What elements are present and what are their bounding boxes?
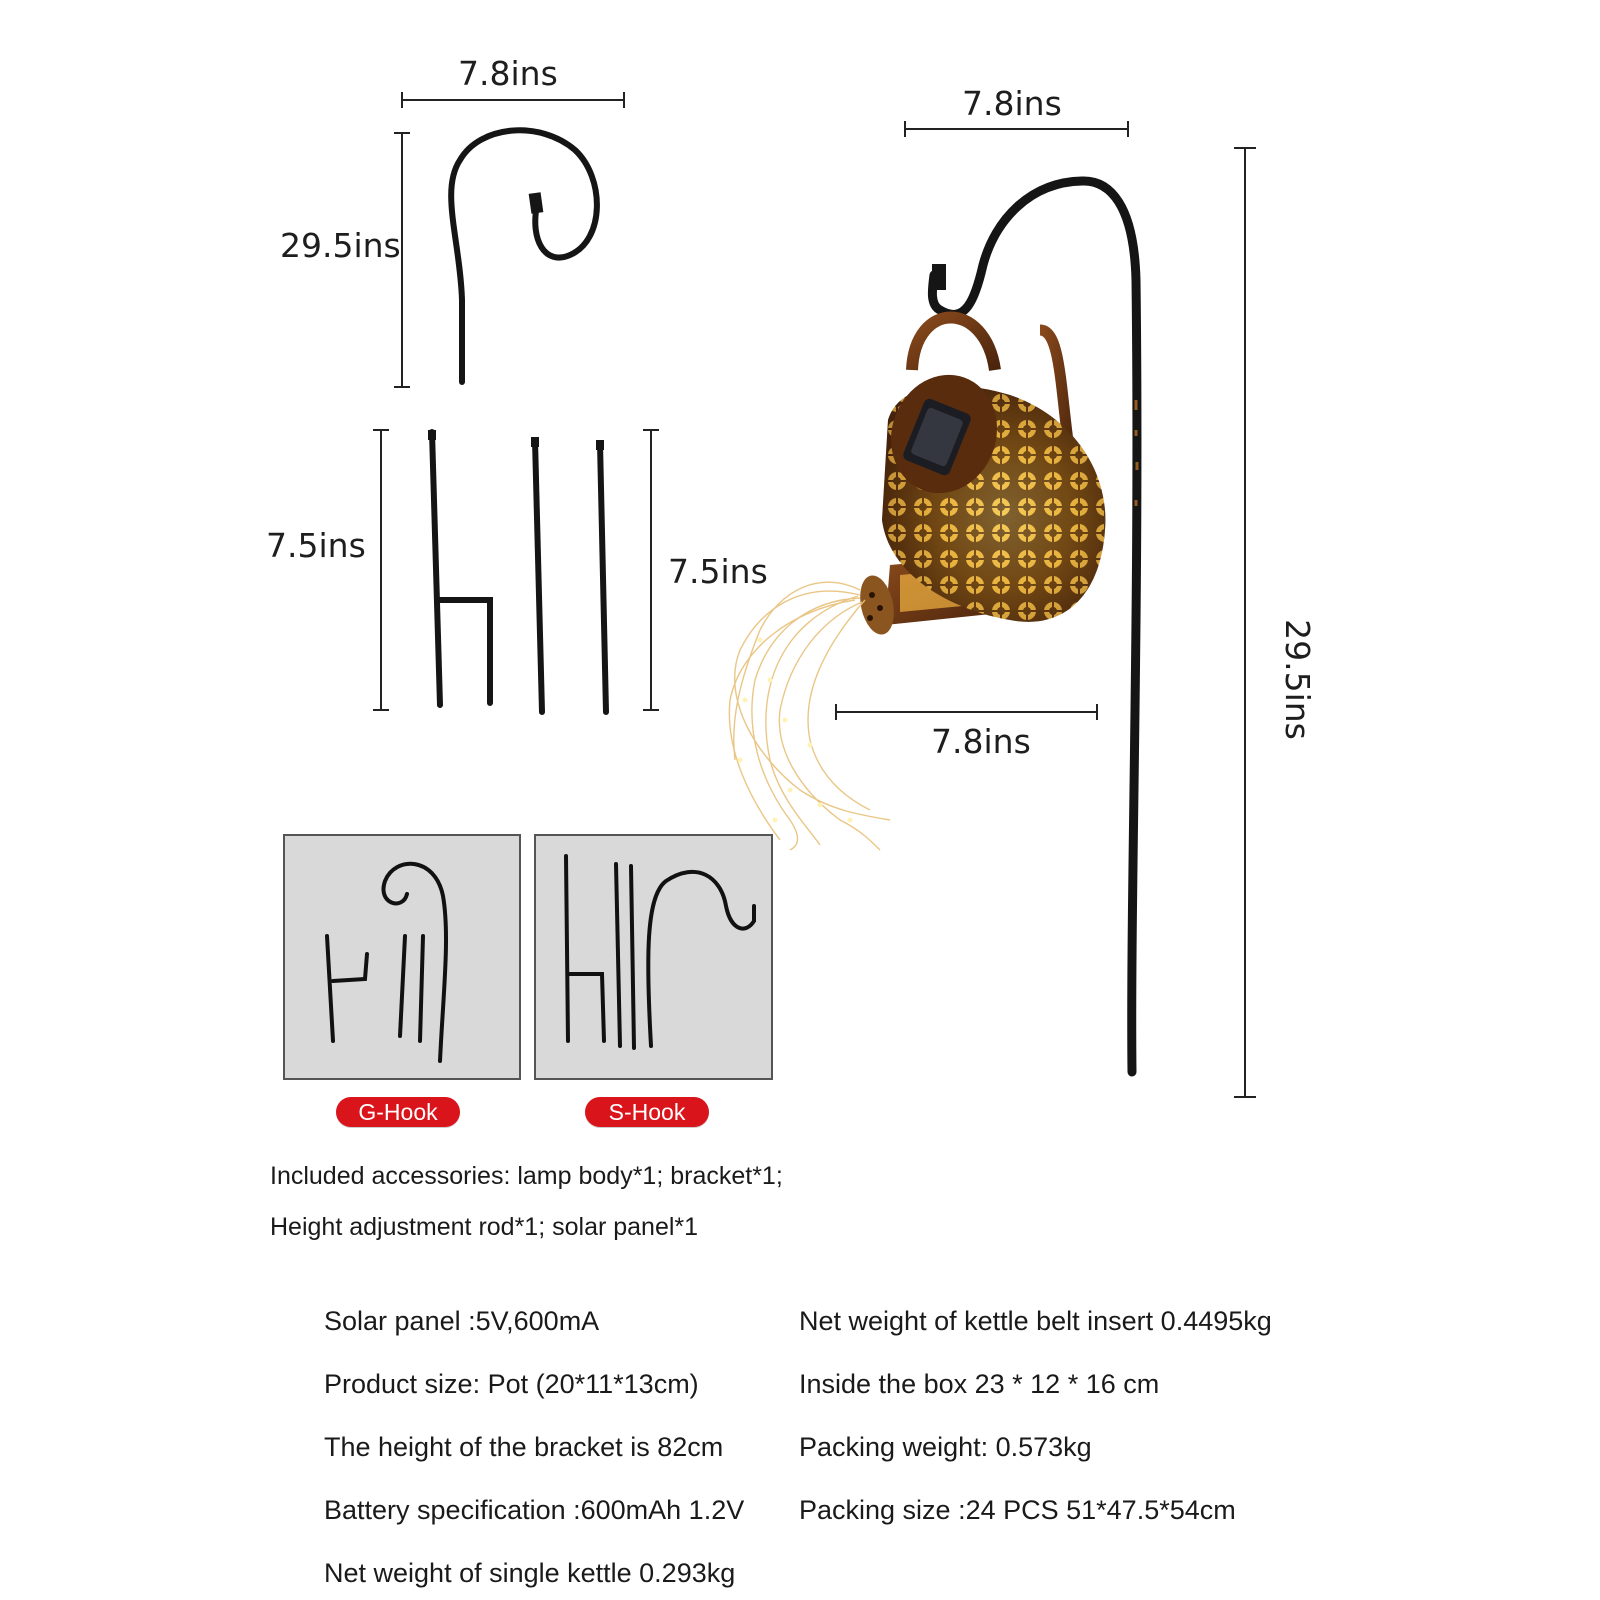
spec-left-1: Solar panel :5V,600mA — [324, 1306, 600, 1336]
s-hook-label: S-Hook — [585, 1097, 709, 1127]
s-hook-photo — [534, 834, 773, 1080]
spec-right-4: Packing size :24 PCS 51*47.5*54cm — [799, 1495, 1236, 1525]
g-hook-photo — [283, 834, 521, 1080]
accessories-line-1: Included accessories: lamp body*1; bracket*1; — [270, 1162, 783, 1190]
spec-right-1: Net weight of kettle belt insert 0.4495kg — [799, 1306, 1272, 1336]
g-hook-label: G-Hook — [336, 1097, 460, 1127]
g-hook-shape — [451, 130, 597, 382]
spec-right-2: Inside the box 23 * 12 * 16 cm — [799, 1369, 1160, 1399]
spec-left-5: Net weight of single kettle 0.293kg — [324, 1558, 736, 1588]
accessories-line-2: Height adjustment rod*1; solar panel*1 — [270, 1213, 699, 1241]
spec-left-4: Battery specification :600mAh 1.2V — [324, 1495, 745, 1525]
rods — [432, 432, 606, 712]
stand-height-label: 29.5ins — [1277, 619, 1317, 740]
spec-left-2: Product size: Pot (20*11*13cm) — [324, 1369, 699, 1399]
rod-right-height-label: 7.5ins — [668, 552, 768, 591]
g-hook-width-label: 7.8ins — [458, 54, 558, 93]
pot-width-label: 7.8ins — [931, 722, 1031, 761]
watering-can — [855, 318, 1105, 638]
spec-left-3: The height of the bracket is 82cm — [324, 1432, 724, 1462]
stand-top-width-label: 7.8ins — [962, 84, 1062, 123]
s-hook-kit-image — [536, 836, 771, 1078]
g-hook-height-label: 29.5ins — [280, 226, 401, 265]
spec-right-3: Packing weight: 0.573kg — [799, 1432, 1092, 1462]
rod-left-height-label: 7.5ins — [266, 526, 366, 565]
fairy-lights — [729, 582, 890, 850]
g-hook-kit-image — [285, 836, 519, 1078]
